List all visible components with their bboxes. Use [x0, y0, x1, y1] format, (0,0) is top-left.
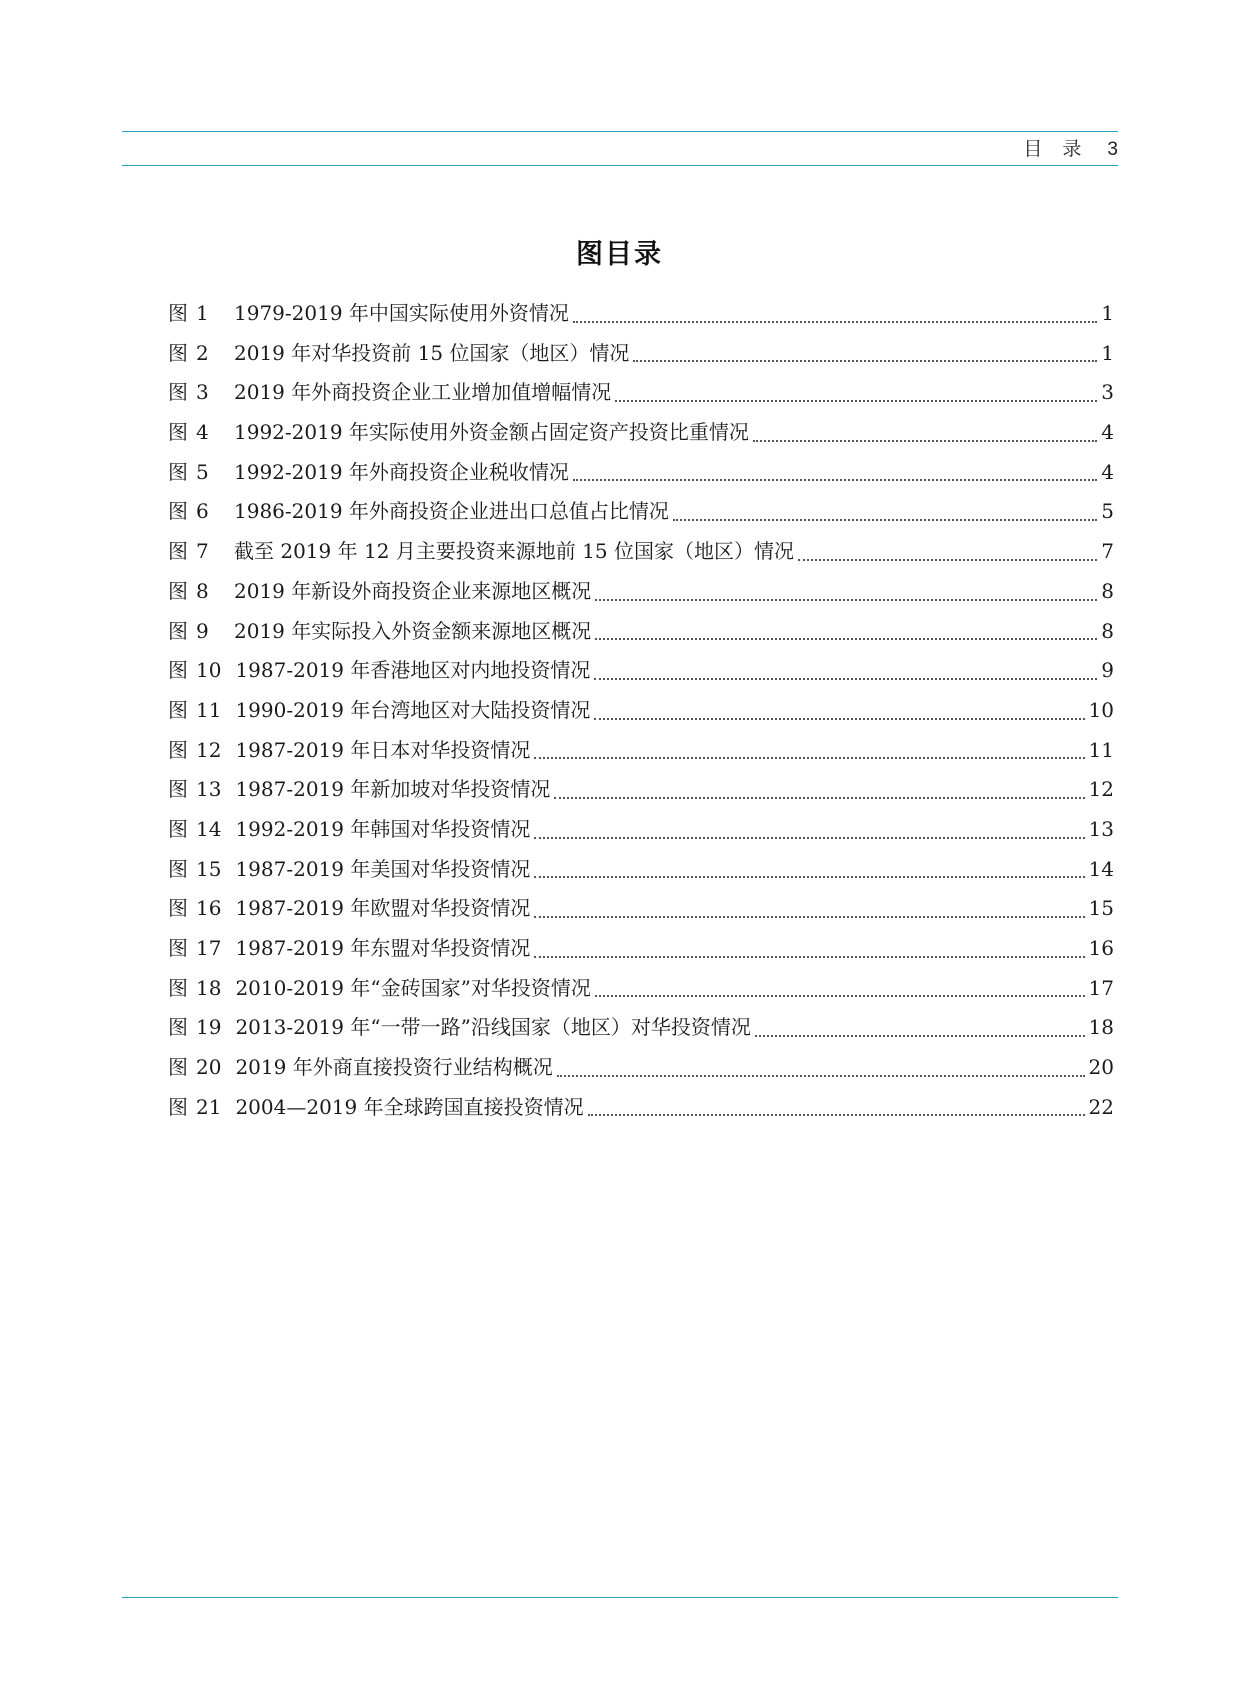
toc-entry-prefix: 图: [168, 737, 188, 762]
toc-entry-prefix: 图: [168, 1094, 188, 1119]
toc-entry-title: 1986-2019 年外商投资企业进出口总值占比情况: [234, 499, 669, 524]
toc-entry-title: 2019 年对华投资前 15 位国家（地区）情况: [234, 340, 630, 365]
dot-leader: [755, 1034, 1085, 1037]
toc-entry-number: 8: [196, 578, 209, 603]
toc-entry-title: 1992-2019 年韩国对华投资情况: [235, 816, 531, 841]
toc-entry-label: [168, 294, 569, 334]
toc-entry-prefix: 图: [168, 1055, 188, 1080]
toc-entry-prefix: 图: [168, 618, 188, 643]
toc-entry-label: [168, 691, 590, 731]
toc-entry-prefix: 图: [168, 459, 188, 484]
figure-toc: [168, 294, 1114, 1127]
toc-entry[interactable]: [168, 850, 1114, 890]
toc-entry-prefix: 图: [168, 856, 188, 881]
toc-entry-title: 2010-2019 年“金砖国家”对华投资情况: [235, 975, 591, 1000]
toc-entry-page: 3: [1101, 380, 1114, 405]
toc-entry-number: 1: [196, 301, 209, 325]
dot-leader: [534, 955, 1084, 958]
toc-entry-number: 9: [196, 618, 209, 643]
toc-entry[interactable]: [168, 731, 1114, 771]
toc-entry[interactable]: [168, 532, 1114, 572]
dot-leader: [588, 1113, 1085, 1116]
toc-entry-number: 14: [196, 816, 222, 841]
section-title: 目录: [1023, 138, 1102, 160]
dot-leader: [594, 717, 1084, 720]
toc-entry-page: 5: [1101, 499, 1114, 524]
toc-entry-number: 5: [196, 459, 209, 484]
toc-entry-prefix: 图: [168, 777, 188, 802]
toc-entry-page: 10: [1088, 697, 1114, 722]
toc-entry-page: 8: [1101, 578, 1114, 603]
toc-entry-prefix: 图: [168, 578, 188, 603]
toc-entry-page: 7: [1101, 539, 1114, 564]
dot-leader: [534, 836, 1084, 839]
toc-entry-prefix: 图: [168, 697, 188, 722]
toc-entry-prefix: 图: [168, 1015, 188, 1040]
toc-entry-prefix: 图: [168, 499, 188, 524]
toc-entry-title: 1987-2019 年日本对华投资情况: [235, 737, 531, 762]
toc-entry-number: 13: [196, 777, 222, 802]
toc-entry-label: [168, 413, 749, 453]
toc-entry-number: 16: [196, 896, 222, 921]
toc-entry[interactable]: [168, 889, 1114, 929]
toc-entry-page: 18: [1088, 1015, 1114, 1040]
toc-entry-label: [168, 532, 794, 572]
toc-entry-number: 11: [196, 697, 222, 722]
toc-entry[interactable]: [168, 969, 1114, 1009]
toc-entry[interactable]: [168, 492, 1114, 532]
toc-entry[interactable]: [168, 1008, 1114, 1048]
toc-entry[interactable]: [168, 651, 1114, 691]
toc-entry-title: 1979-2019 年中国实际使用外资情况: [234, 301, 569, 325]
toc-entry-prefix: 图: [168, 658, 188, 683]
toc-entry-page: 16: [1088, 936, 1114, 960]
toc-entry-title: 2004—2019 年全球跨国直接投资情况: [235, 1094, 584, 1119]
dot-leader: [595, 598, 1097, 601]
running-head: [1023, 137, 1118, 161]
toc-entry-label: [168, 373, 611, 413]
dot-leader: [534, 915, 1084, 918]
toc-entry-prefix: 图: [168, 420, 188, 445]
toc-entry[interactable]: [168, 413, 1114, 453]
toc-entry-title: 1992-2019 年实际使用外资金额占固定资产投资比重情况: [234, 420, 749, 445]
toc-entry-number: 7: [196, 539, 209, 564]
toc-entry-number: 19: [196, 1015, 222, 1040]
toc-entry-page: 1: [1101, 301, 1114, 325]
toc-entry-title: 1987-2019 年香港地区对内地投资情况: [235, 658, 591, 683]
toc-entry-label: [168, 929, 530, 969]
toc-entry-title: 截至 2019 年 12 月主要投资来源地前 15 位国家（地区）情况: [234, 539, 794, 564]
toc-entry-title: 1987-2019 年东盟对华投资情况: [235, 936, 531, 960]
page-title: 图目录: [576, 239, 663, 270]
toc-entry[interactable]: [168, 770, 1114, 810]
toc-entry-page: 20: [1088, 1055, 1114, 1080]
dot-leader: [595, 994, 1085, 997]
toc-entry-number: 3: [196, 380, 209, 405]
dot-leader: [534, 756, 1084, 759]
toc-entry-label: [168, 1048, 553, 1088]
toc-entry[interactable]: [168, 1088, 1114, 1128]
toc-entry-page: 22: [1088, 1094, 1114, 1119]
toc-entry-prefix: 图: [168, 301, 188, 325]
toc-entry-number: 12: [196, 737, 222, 762]
toc-entry-title: 1987-2019 年美国对华投资情况: [235, 856, 531, 881]
toc-entry-prefix: 图: [168, 539, 188, 564]
toc-entry-number: 15: [196, 856, 222, 881]
toc-entry-label: [168, 651, 590, 691]
toc-entry-label: [168, 731, 530, 771]
dot-leader: [753, 439, 1097, 442]
toc-entry-title: 2019 年外商投资企业工业增加值增幅情况: [234, 380, 612, 405]
dot-leader: [554, 796, 1084, 799]
toc-entry-page: 15: [1088, 896, 1114, 921]
toc-entry[interactable]: [168, 572, 1114, 612]
toc-entry-number: 10: [196, 658, 222, 683]
toc-entry[interactable]: [168, 1048, 1114, 1088]
toc-entry-label: [168, 453, 569, 493]
toc-entry-title: 1987-2019 年欧盟对华投资情况: [235, 896, 531, 921]
page-number: 3: [1107, 139, 1118, 160]
toc-entry-prefix: 图: [168, 975, 188, 1000]
dot-leader: [798, 558, 1097, 561]
toc-entry-title: 2013-2019 年“一带一路”沿线国家（地区）对华投资情况: [235, 1015, 751, 1040]
toc-entry-prefix: 图: [168, 340, 188, 365]
toc-entry-page: 8: [1101, 618, 1114, 643]
toc-entry-prefix: 图: [168, 380, 188, 405]
toc-entry-page: 4: [1101, 459, 1114, 484]
footer-rule: [122, 1597, 1118, 1598]
toc-entry-page: 13: [1088, 816, 1114, 841]
toc-entry-number: 4: [196, 420, 209, 445]
toc-entry-title: 1992-2019 年外商投资企业税收情况: [234, 459, 569, 484]
toc-entry-title: 1990-2019 年台湾地区对大陆投资情况: [235, 697, 591, 722]
toc-entry[interactable]: [168, 691, 1114, 731]
toc-entry-number: 17: [196, 936, 222, 960]
toc-entry-label: [168, 334, 629, 374]
toc-entry-number: 6: [196, 499, 209, 524]
toc-entry[interactable]: [168, 810, 1114, 850]
toc-entry-page: 11: [1088, 737, 1114, 762]
toc-entry-title: 1987-2019 年新加坡对华投资情况: [235, 777, 551, 802]
toc-entry-label: [168, 969, 591, 1009]
toc-entry-label: [168, 810, 530, 850]
toc-entry[interactable]: [168, 453, 1114, 493]
toc-entry-prefix: 图: [168, 936, 188, 960]
dot-leader: [595, 637, 1097, 640]
toc-entry-title: 2019 年实际投入外资金额来源地区概况: [234, 618, 592, 643]
toc-entry[interactable]: [168, 294, 1114, 334]
dot-leader: [573, 478, 1097, 481]
dot-leader: [615, 399, 1097, 402]
toc-entry-number: 21: [196, 1094, 222, 1119]
toc-entry-label: [168, 492, 669, 532]
toc-entry-page: 12: [1088, 777, 1114, 802]
toc-entry[interactable]: [168, 612, 1114, 652]
toc-entry-prefix: 图: [168, 896, 188, 921]
dot-leader: [534, 875, 1084, 878]
dot-leader: [633, 359, 1097, 362]
toc-entry-page: 1: [1101, 340, 1114, 365]
toc-entry-label: [168, 850, 530, 890]
toc-entry-page: 4: [1101, 420, 1114, 445]
toc-entry-label: [168, 889, 530, 929]
toc-entry-label: [168, 1008, 751, 1048]
toc-entry-number: 20: [196, 1055, 222, 1080]
toc-entry-label: [168, 770, 550, 810]
toc-entry-page: 14: [1088, 856, 1114, 881]
header-rule-bottom: [122, 165, 1118, 166]
dot-leader: [557, 1074, 1085, 1077]
toc-entry-prefix: 图: [168, 816, 188, 841]
toc-entry-number: 2: [196, 340, 209, 365]
toc-entry-number: 18: [196, 975, 222, 1000]
dot-leader: [573, 320, 1097, 323]
toc-entry[interactable]: [168, 929, 1114, 969]
toc-entry-page: 9: [1101, 658, 1114, 683]
toc-entry[interactable]: [168, 334, 1114, 374]
toc-entry[interactable]: [168, 373, 1114, 413]
toc-entry-page: 17: [1088, 975, 1114, 1000]
toc-entry-label: [168, 612, 591, 652]
toc-entry-title: 2019 年外商直接投资行业结构概况: [235, 1055, 553, 1080]
header-rule-top: [122, 131, 1118, 132]
dot-leader: [594, 677, 1097, 680]
dot-leader: [673, 518, 1097, 521]
toc-entry-label: [168, 1088, 584, 1128]
toc-entry-title: 2019 年新设外商投资企业来源地区概况: [234, 578, 592, 603]
toc-entry-label: [168, 572, 591, 612]
